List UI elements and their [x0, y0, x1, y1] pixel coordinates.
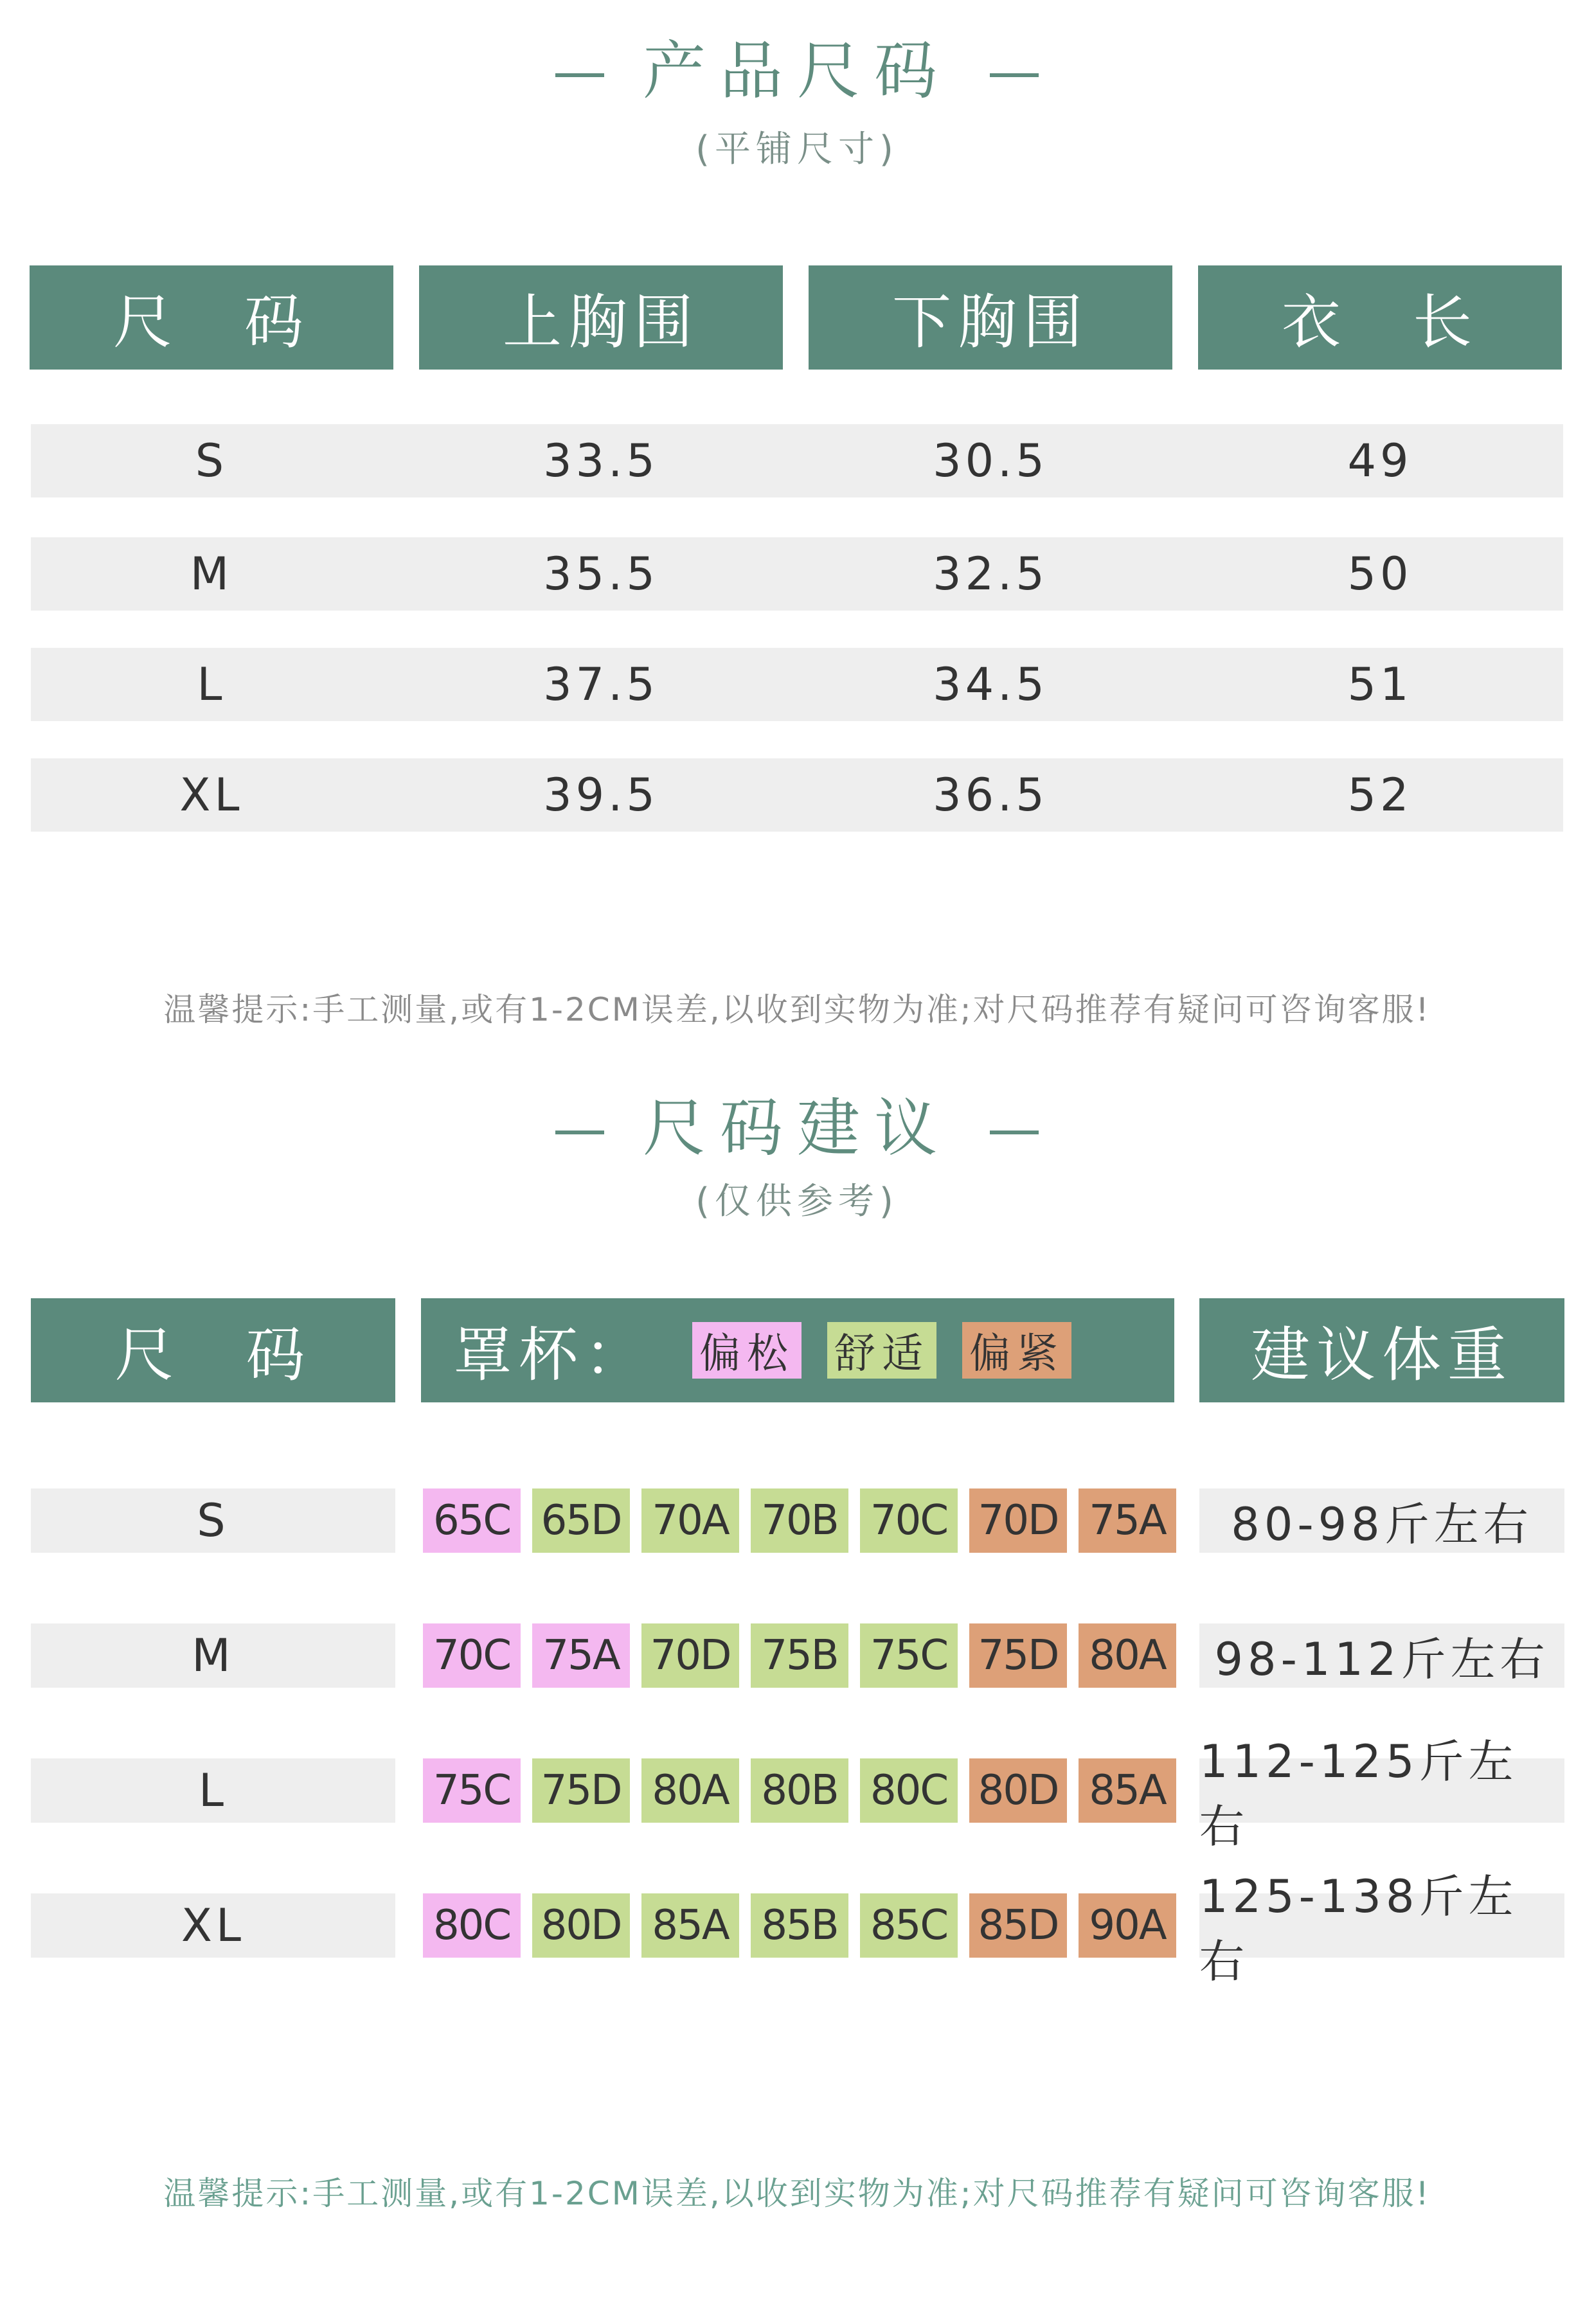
title-dash-left: [555, 1131, 604, 1134]
cup-size-badge-tight: 70D: [969, 1488, 1067, 1553]
cup-size-badge-tight: 85D: [969, 1893, 1067, 1958]
cup-size-badge-comfort: 80D: [532, 1893, 630, 1958]
cup-size-badge-loose: 80C: [423, 1893, 521, 1958]
advice-header-cup: [421, 1298, 1174, 1402]
advice-weight-cell: 80-98斤左右: [1199, 1488, 1564, 1553]
advice-note: 温馨提示:手工测量,或有1-2CM误差,以收到实物为准;对尺码推荐有疑问可咨询客服!: [163, 2175, 1431, 2212]
size-cell-length: 52: [1347, 769, 1413, 821]
cup-size-badge-tight: 90A: [1079, 1893, 1176, 1958]
size-cell-size: L: [197, 658, 226, 711]
title-dash-right: [990, 73, 1039, 77]
size-cell-length: 50: [1347, 548, 1413, 600]
title-dash-right: [990, 1131, 1039, 1134]
cup-size-badge-loose: 75C: [423, 1758, 521, 1823]
cup-size-badge-comfort: 85C: [860, 1893, 958, 1958]
header-length: 衣 长: [1198, 265, 1562, 370]
size-cell-length: 51: [1347, 658, 1413, 711]
advice-header-weight: 建议体重: [1199, 1298, 1564, 1402]
cup-size-badge-comfort: 70B: [751, 1488, 848, 1553]
size-cell-upper-chest: 37.5: [543, 658, 659, 711]
size-note: 温馨提示:手工测量,或有1-2CM误差,以收到实物为准;对尺码推荐有疑问可咨询客服!: [163, 991, 1431, 1028]
advice-size-cell: S: [31, 1488, 395, 1553]
size-cell-lower-chest: 34.5: [933, 658, 1048, 711]
advice-weight-cell: 112-125斤左右: [1199, 1758, 1564, 1823]
cup-size-badge-loose: 75A: [532, 1623, 630, 1688]
size-title-text: 产品尺码: [642, 35, 951, 108]
legend-loose: 偏松: [692, 1322, 801, 1379]
legend-comfort: 舒适: [827, 1322, 936, 1379]
advice-section-title: [0, 1092, 1594, 1165]
cup-size-badge-loose: 65C: [423, 1488, 521, 1553]
cup-size-badge-comfort: 75D: [532, 1758, 630, 1823]
cup-size-badge-tight: 80D: [969, 1758, 1067, 1823]
cup-size-badge-tight: 85A: [1079, 1758, 1176, 1823]
size-cell-lower-chest: 36.5: [933, 769, 1048, 821]
advice-section-subtitle: (仅供参考): [695, 1181, 899, 1222]
size-cell-size: XL: [179, 769, 244, 821]
size-cell-upper-chest: 35.5: [543, 548, 659, 600]
advice-size-cell: L: [31, 1758, 395, 1823]
header-size: 尺 码: [30, 265, 393, 370]
cup-size-badge-comfort: 75B: [751, 1623, 848, 1688]
title-dash-left: [555, 73, 604, 77]
cup-size-badge-comfort: 80C: [860, 1758, 958, 1823]
advice-title-text: 尺码建议: [642, 1092, 951, 1165]
size-cell-upper-chest: 33.5: [543, 434, 659, 487]
cup-size-badge-tight: 80A: [1079, 1623, 1176, 1688]
size-cell-size: M: [190, 548, 233, 600]
cup-size-badge-comfort: 85A: [641, 1893, 739, 1958]
header-lower-chest: 下胸围: [809, 265, 1172, 370]
advice-size-cell: XL: [31, 1893, 395, 1958]
cup-size-badge-comfort: 75C: [860, 1623, 958, 1688]
size-cell-size: S: [195, 434, 228, 487]
size-cell-lower-chest: 32.5: [933, 548, 1048, 600]
advice-weight-cell: 125-138斤左右: [1199, 1893, 1564, 1958]
advice-weight-cell: 98-112斤左右: [1199, 1623, 1564, 1688]
cup-size-badge-comfort: 70D: [641, 1623, 739, 1688]
cup-size-badge-comfort: 70C: [860, 1488, 958, 1553]
cup-size-badge-loose: 70C: [423, 1623, 521, 1688]
cup-size-badge-comfort: 70A: [641, 1488, 739, 1553]
cup-size-badge-comfort: 80B: [751, 1758, 848, 1823]
header-upper-chest: 上胸围: [419, 265, 783, 370]
legend-tight: 偏紧: [962, 1322, 1071, 1379]
cup-header-label: 罩杯：: [453, 1321, 650, 1390]
size-cell-lower-chest: 30.5: [933, 434, 1048, 487]
advice-size-cell: M: [31, 1623, 395, 1688]
size-cell-length: 49: [1347, 434, 1413, 487]
size-section-subtitle: (平铺尺寸): [695, 129, 899, 170]
cup-size-badge-comfort: 80A: [641, 1758, 739, 1823]
size-cell-upper-chest: 39.5: [543, 769, 659, 821]
cup-size-badge-comfort: 85B: [751, 1893, 848, 1958]
size-section-title: [0, 35, 1594, 108]
advice-header-size: 尺 码: [31, 1298, 395, 1402]
cup-size-badge-tight: 75A: [1079, 1488, 1176, 1553]
cup-size-badge-tight: 75D: [969, 1623, 1067, 1688]
cup-size-badge-comfort: 65D: [532, 1488, 630, 1553]
